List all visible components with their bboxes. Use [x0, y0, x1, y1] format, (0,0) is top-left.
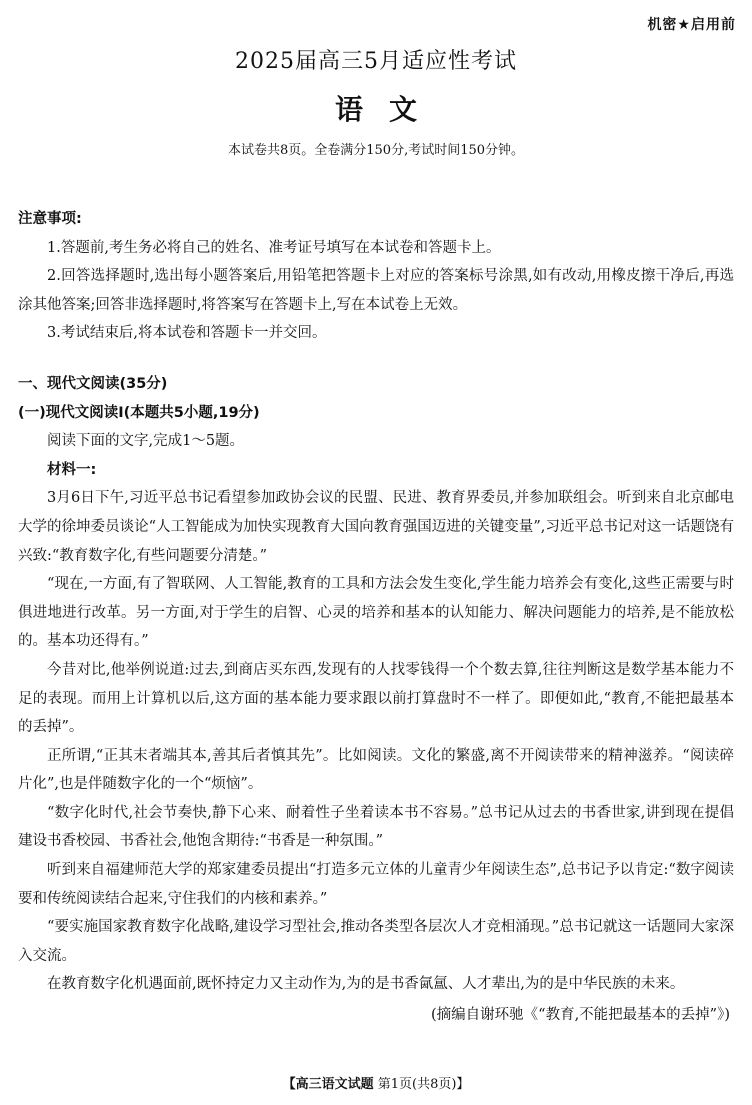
- article-paragraph: “现在,一方面,有了智联网、人工智能,教育的工具和方法会发生变化,学生能力培养会有变化,这些正需要与时俱进地进行改革。另一方面,对于学生的启智、心灵的培养和基本的认知能力、解决问题能力的培养,是不能放松的。基本功还得有。”: [18, 576, 734, 650]
- notice-block: [18, 205, 734, 348]
- article-paragraph: 正所谓,“正其末者端其本,善其后者慎其先”。比如阅读。文化的繁盛,离不开阅读带来的精神滋养。“阅读碎片化”,也是伴随数字化的一个“烦恼”。: [18, 747, 734, 793]
- exam-content: [18, 205, 734, 1030]
- footer-page-info: 第1页(共8页)】: [377, 1077, 470, 1092]
- subject-title: 语文: [334, 93, 443, 126]
- article-paragraph: 3月6日下午,习近平总书记看望参加政协会议的民盟、民进、教育界委员,并参加联组会。听到来自北京邮电大学的徐坤委员谈论“人工智能成为加快实现教育大国向教育强国迈进的关键变量”,习近平总书记对这一话题饶有兴致:“教育数字化,有些问题要分清楚。”: [18, 490, 734, 564]
- exam-info: 本试卷共8页。全卷满分150分,考试时间150分钟。: [227, 143, 525, 158]
- reading-section: [18, 370, 734, 1030]
- article-source: (摘编自谢环驰《“教育,不能把最基本的丢掉”》): [431, 1007, 730, 1024]
- article-paragraph: “数字化时代,社会节奏快,静下心来、耐着性子坐着读本书不容易。”总书记从过去的书香世家,讲到现在提倡建设书香校园、书香社会,他饱含期待:“书香是一种氛围。”: [18, 804, 734, 850]
- footer-label: 【高三语文试题: [282, 1077, 374, 1092]
- subsection-title: (一)现代文阅读Ⅰ(本题共5小题,19分): [18, 404, 260, 421]
- notice-item: 2.回答选择题时,选出每小题答案后,用铅笔把答题卡上对应的答案标号涂黑,如有改动,用橡皮擦干净后,再选涂其他答案;回答非选择题时,将答案写在答题卡上,写在本试卷上无效。: [18, 268, 734, 313]
- section-title: 一、现代文阅读(35分): [18, 375, 168, 392]
- instruction: 阅读下面的文字,完成1～5题。: [47, 433, 245, 450]
- notice-item: 1.答题前,考生务必将自己的姓名、准考证号填写在本试卷和答题卡上。: [47, 239, 501, 256]
- notice-item: 3.考试结束后,将本试卷和答题卡一并交回。: [47, 325, 327, 342]
- article-paragraph: “要实施国家教育数字化战略,建设学习型社会,推动各类型各层次人才竞相涌现。”总书记就这一话题同大家深入交流。: [18, 919, 734, 964]
- notice-title: 注意事项:: [18, 211, 82, 227]
- material-label: 材料一:: [47, 461, 97, 478]
- page-footer: [0, 1073, 752, 1092]
- exam-title: 2025届高三5月适应性考试: [235, 49, 517, 74]
- article-paragraph: 在教育数字化机遇面前,既怀持定力又主动作为,为的是书香氤氲、人才辈出,为的是中华民族的未来。: [47, 976, 685, 993]
- article-paragraph: 今昔对比,他举例说道:过去,到商店买东西,发现有的人找零钱得一个个数去算,往往判断这是数学基本能力不足的表现。而用上计算机以后,这方面的基本能力要求跟以前打算盘时不一样了。即便如此,“教育,不能把最基本的丢掉”。: [18, 661, 734, 736]
- classification-mark: 机密★启用前: [647, 17, 736, 33]
- article-paragraph: 听到来自福建师范大学的郑家建委员提出“打造多元立体的儿童青少年阅读生态”,总书记予以肯定:“数字阅读要和传统阅读结合起来,守住我们的内核和素养。”: [18, 862, 734, 907]
